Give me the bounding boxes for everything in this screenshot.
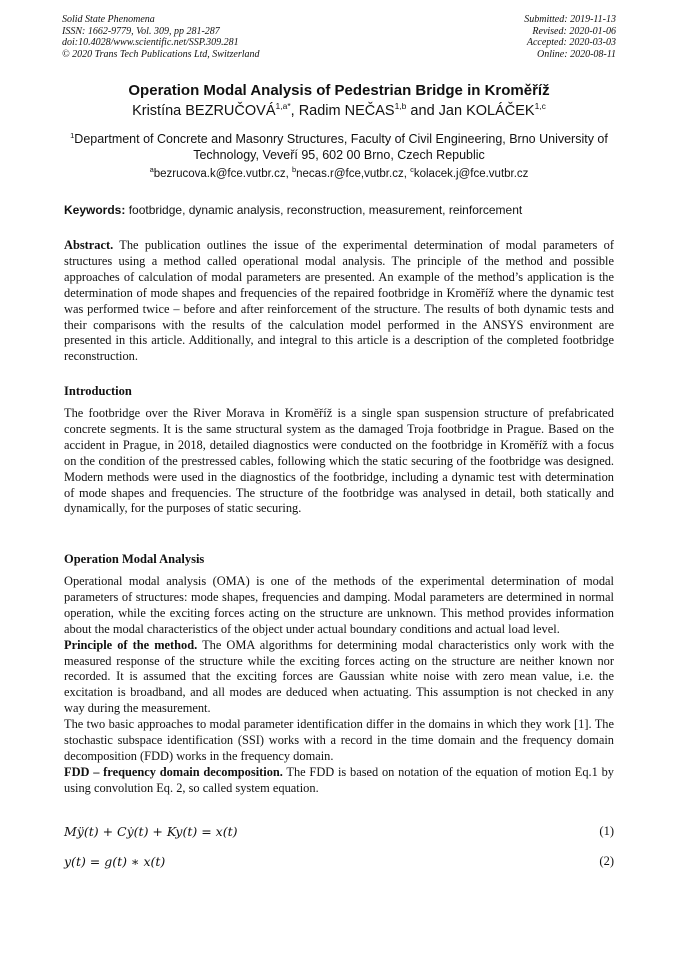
affiliation: $^1$Department of Concrete and Masonry Structures, Faculty of Civil Engineering, Brno University of Technology, Veveří 95, 602 00 Brno, Czech Republic bbox=[70, 130, 608, 162]
equation-1 bbox=[64, 824, 614, 839]
equation-expression: y(t) = g(t) ∗ x(t) bbox=[64, 854, 166, 869]
principle-paragraph: Principle of the method. The OMA algorithms for determining modal characteristics only work with the measured response of the structure while the exciting forces acting on the structure are neither known nor recorded. It is assumed that the exciting forces are Gaussian white noise with zero mean value, i.e. the excitation is broadband, and all modes are deduced when actuating. This assumption is not checked in any way during the measurement. bbox=[64, 637, 614, 716]
author-name: Kristína BEZRUČOVÁ bbox=[132, 103, 276, 119]
oma-paragraph: Operational modal analysis (OMA) is one of the methods of the experimental determination of modal parameters of structures: mode shapes, frequencies and damping. Modal parameters are determined in normal operation, while the exciting forces acting on the structure are unknown. This method provides information about the modal characteristics of the object under actual boundary conditions and actual load level. bbox=[64, 574, 614, 636]
doi: doi:10.4028/www.scientific.net/SSP.309.281 bbox=[62, 37, 239, 48]
email-link[interactable]: necas.r@fce,vutbr.cz bbox=[296, 168, 404, 180]
author-name: Radim NEČAS bbox=[298, 103, 395, 119]
introduction-heading: Introduction bbox=[64, 384, 132, 398]
issn: ISSN: 1662-9779, Vol. 309, pp 281-287 bbox=[62, 25, 220, 37]
email-list: $^a$bezrucova.k@fce.vutbr.cz, $^b$necas.r@fce,vutbr.cz, $^c$kolacek.j@fce.vutbr.cz bbox=[149, 165, 529, 180]
keywords: Keywords: footbridge, dynamic analysis, reconstruction, measurement, reinforcement bbox=[64, 203, 523, 217]
abstract: Abstract. The publication outlines the issue of the experimental determination of modal parameters of structures using a method called operational modal analysis. The principle of the method and possible approaches of calculation of modal parameters are presented. An example of the method’s application is the determination of mode shapes and frequencies of the repaired footbridge in Kroměříž where the dynamic test was performed twice – before and after reinforcement of the structure. The results of both dynamic tests and their comparisons with the results of the calculation model performed in the ANSYS environment are presented in this article. Additionally, and integral to this article is a description of the completed footbridge reconstruction. bbox=[64, 238, 614, 364]
equation-expression: Mÿ(t) + Cẏ(t) + Ky(t) = x(t) bbox=[64, 824, 238, 839]
approaches-paragraph: The two basic approaches to modal parameter identification differ in the domains in which they work [1]. The stochastic subspace identification (SSI) works with a record in the time domain and the frequency domain decomposition (FDD) works in the frequency domain. bbox=[64, 717, 614, 763]
header-left bbox=[62, 14, 260, 60]
email-link[interactable]: bezrucova.k@fce.vutbr.cz bbox=[153, 168, 286, 180]
accepted-date: Accepted: 2020-03-03 bbox=[526, 37, 616, 48]
email-link[interactable]: kolacek.j@fce.vutbr.cz bbox=[413, 168, 529, 180]
online-date: Online: 2020-08-11 bbox=[537, 48, 616, 60]
paper-title: Operation Modal Analysis of Pedestrian Bridge in Kroměříž bbox=[128, 82, 550, 99]
equation-number: (2) bbox=[599, 854, 614, 868]
oma-heading: Operation Modal Analysis bbox=[64, 552, 205, 566]
submitted-date: Submitted: 2019-11-13 bbox=[524, 14, 616, 25]
author-sup: 1,c bbox=[534, 101, 546, 112]
author-name: Jan KOLÁČEK bbox=[438, 103, 535, 119]
oma-text bbox=[64, 574, 614, 797]
introduction-text: The footbridge over the River Morava in Kroměříž is a single span suspension structure of prefabricated concrete segments. It is the same structural system as the damaged Troja footbridge in Prague. Based on the accident in Prague, in 2018, detailed diagnostics were conducted on the footbridge in Kroměříž with a focus on the condition of the prestressed cables, following which the static securing of the footbridge was designed. Modern methods were used in the diagnostics of the footbridge, including a dynamic test with determination of mode shapes and frequencies. The structure of the footbridge was analysed in detail, both statically and dynamically, for the purposes of static securing. bbox=[64, 406, 614, 516]
equation-2 bbox=[64, 854, 614, 869]
author-sup: 1,a* bbox=[275, 101, 291, 112]
journal-name: Solid State Phenomena bbox=[62, 14, 155, 25]
author-list: Kristína $BEZRUČOVÁ^{1,a*}$, Radim NEČAS$^{1,b}$ and Jan KOLÁČEK$^{1,c}$ bbox=[132, 101, 546, 119]
copyright: © 2020 Trans Tech Publications Ltd, Switzerland bbox=[62, 48, 260, 60]
fdd-paragraph: FDD – frequency domain decomposition. The FDD is based on notation of the equation of motion Eq.1 by using convolution Eq. 2, so called system equation. bbox=[64, 764, 614, 795]
header-right bbox=[524, 14, 616, 60]
author-sup: 1,b bbox=[394, 101, 407, 112]
revised-date: Revised: 2020-01-06 bbox=[532, 25, 616, 37]
equation-number: (1) bbox=[599, 824, 614, 838]
